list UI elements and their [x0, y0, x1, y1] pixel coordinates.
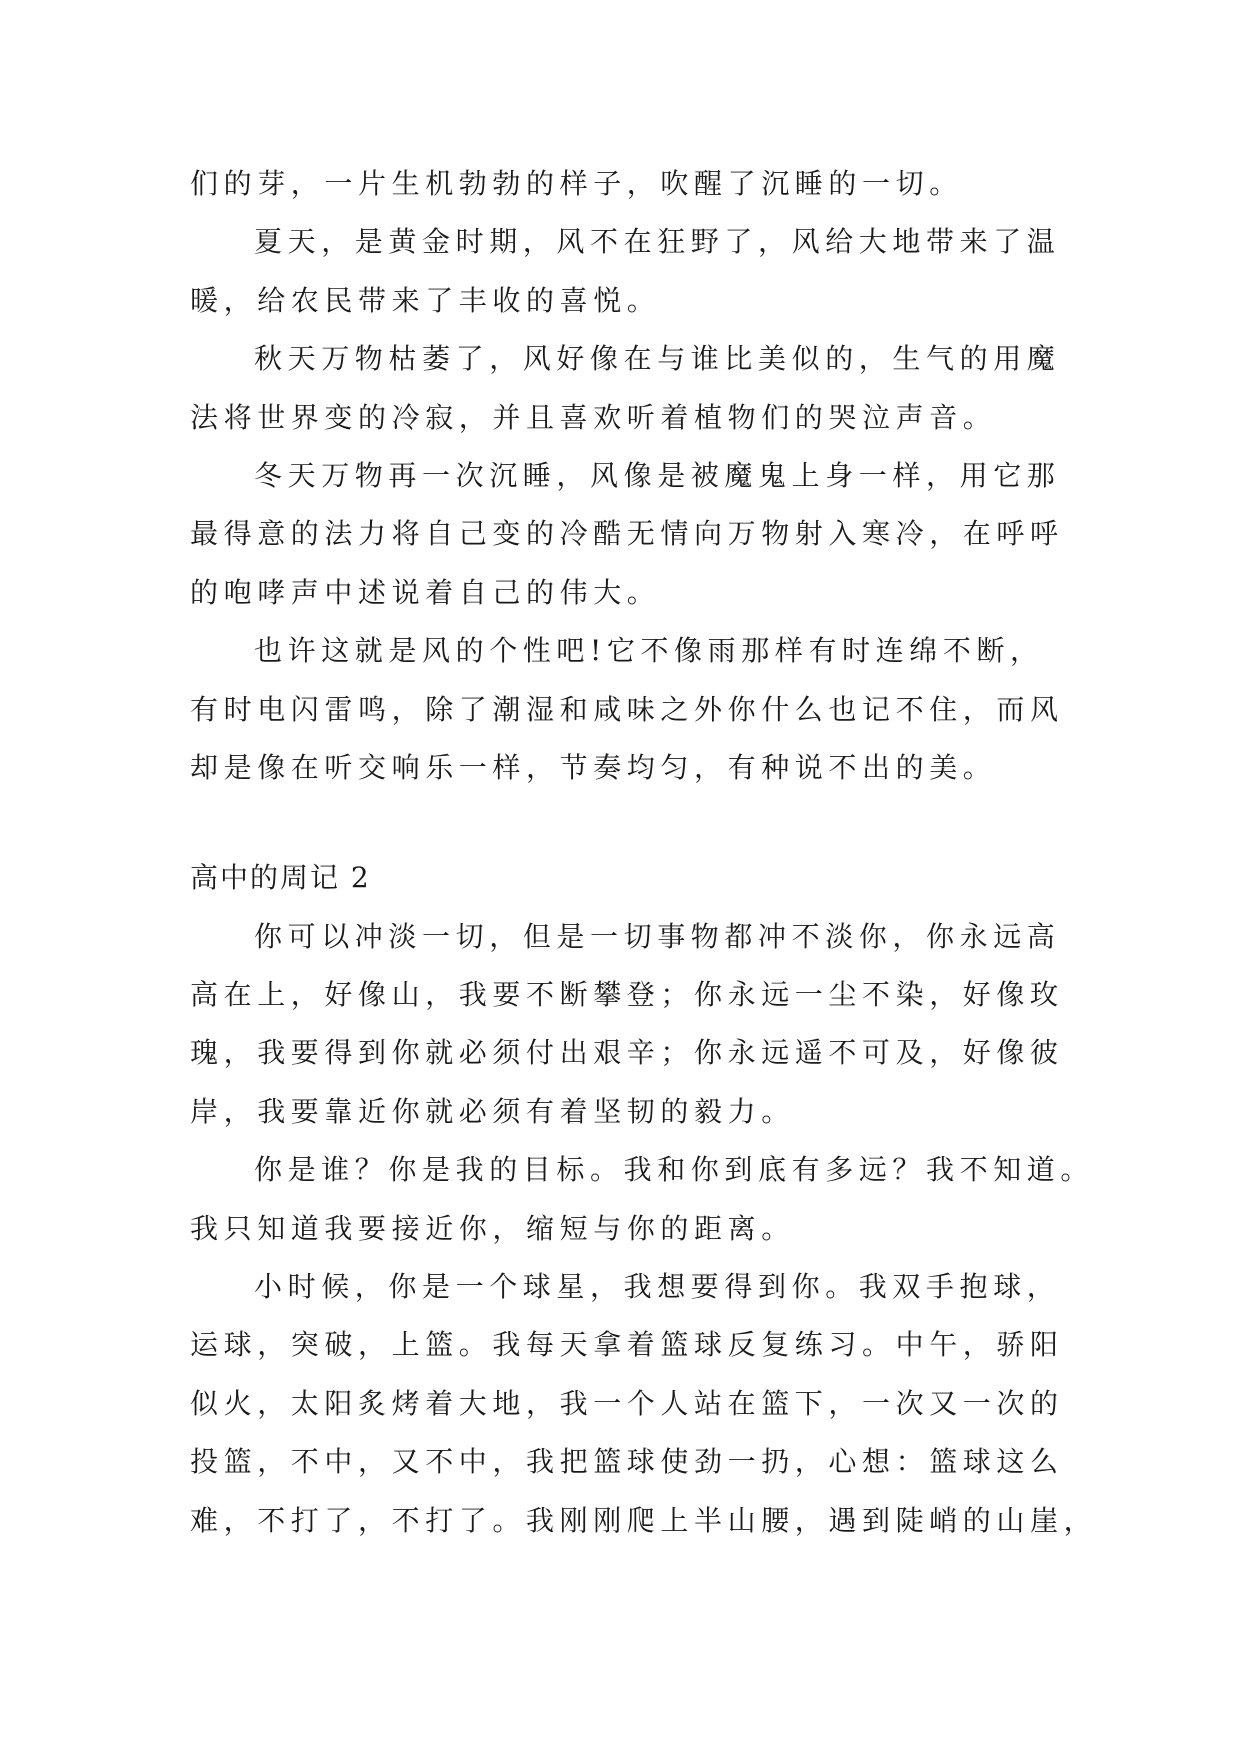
- text-line: 我只知道我要接近你，缩短与你的距离。: [190, 1211, 795, 1245]
- text-line: 的咆哮声中述说着自己的伟大。: [190, 575, 661, 609]
- text-line: 冬天万物再一次沉睡，风像是被魔鬼上身一样，用它那: [254, 458, 1061, 492]
- section-title: 高中的周记 2: [190, 861, 371, 895]
- text-line: 夏天，是黄金时期，风不在狂野了，风给大地带来了温: [254, 225, 1061, 259]
- text-line: 秋天万物枯萎了，风好像在与谁比美似的，生气的用魔: [254, 342, 1061, 376]
- text-line: 你是谁？你是我的目标。我和你到底有多远？我不知道。: [254, 1153, 1095, 1187]
- text-line: 法将世界变的冷寂，并且喜欢听着植物们的哭泣声音。: [190, 400, 997, 434]
- text-line: 暖，给农民带来了丰收的喜悦。: [190, 283, 661, 317]
- essay-section-1: [190, 155, 1064, 797]
- text-line: 却是像在听交响乐一样，节奏均匀，有种说不出的美。: [190, 750, 997, 784]
- text-line: 投篮，不中，又不中，我把篮球使劲一扔，心想：篮球这么: [190, 1445, 1064, 1479]
- text-line: 瑰，我要得到你就必须付出艰辛；你永远遥不可及，好像彼: [190, 1036, 1064, 1070]
- text-line: 运球，突破，上篮。我每天拿着篮球反复练习。中午，骄阳: [190, 1328, 1064, 1362]
- text-line: 难，不打了，不打了。我刚刚爬上半山腰，遇到陡峭的山崖，: [190, 1503, 1098, 1537]
- text-line: 有时电闪雷鸣，除了潮湿和咸味之外你什么也记不住，而风: [190, 692, 1064, 726]
- essay-section-2: [190, 908, 1098, 1550]
- text-line: 最得意的法力将自己变的冷酷无情向万物射入寒冷，在呼呼: [190, 517, 1064, 551]
- text-line: 也许这就是风的个性吧!它不像雨那样有时连绵不断，: [254, 634, 1044, 668]
- text-line: 高在上，好像山，我要不断攀登；你永远一尘不染，好像玫: [190, 978, 1064, 1012]
- document-body: [190, 155, 1098, 1550]
- text-line: 小时候，你是一个球星，我想要得到你。我双手抱球，: [254, 1270, 1061, 1304]
- text-line: 们的芽，一片生机勃勃的样子，吹醒了沉睡的一切。: [190, 167, 963, 200]
- text-line: 岸，我要靠近你就必须有着坚韧的毅力。: [190, 1094, 795, 1128]
- section-gap: [190, 797, 1055, 849]
- text-line: 似火，太阳炙烤着大地，我一个人站在篮下，一次又一次的: [190, 1386, 1064, 1420]
- text-line: 你可以冲淡一切，但是一切事物都冲不淡你，你永远高: [254, 919, 1061, 953]
